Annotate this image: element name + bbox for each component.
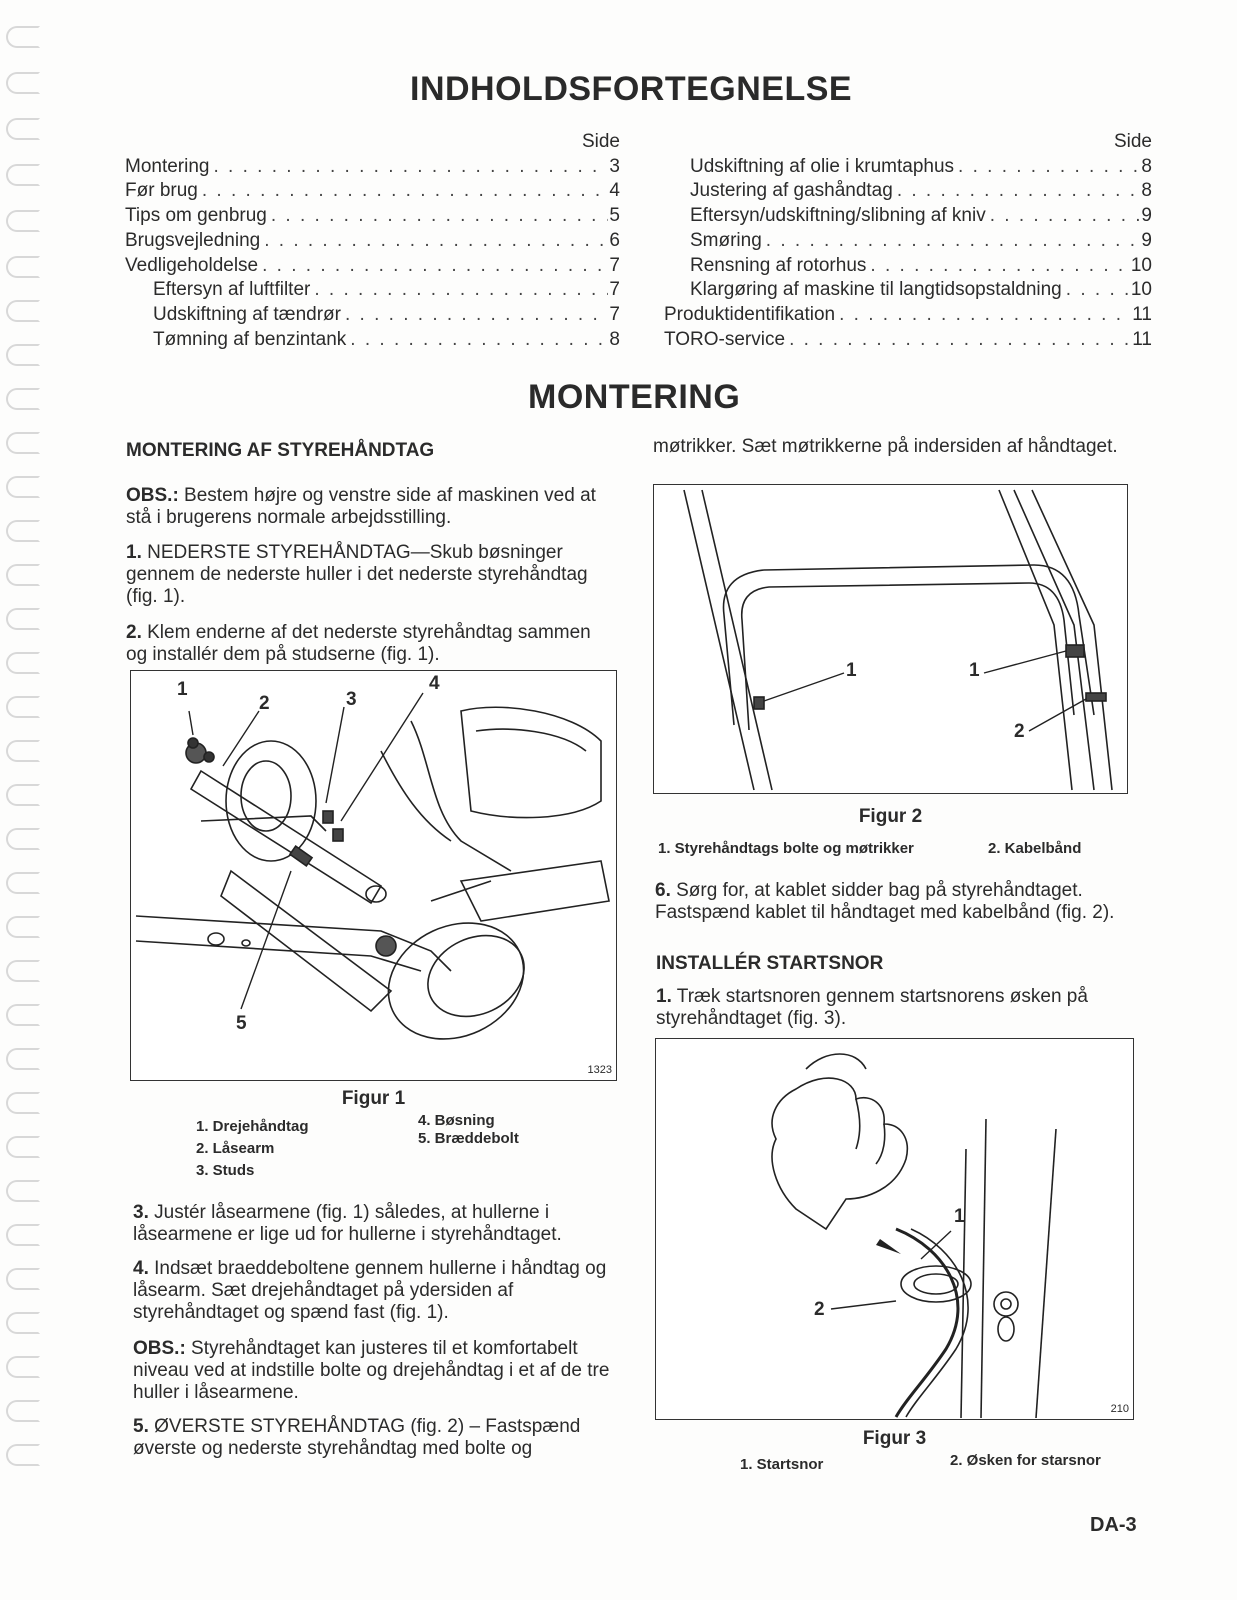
- caption-item: 3. Studs: [196, 1162, 255, 1179]
- toc-leader-dots: [260, 229, 608, 254]
- toc-entry-page: 10: [1130, 254, 1152, 276]
- toc-entry-label: Brugsvejledning: [125, 229, 261, 251]
- figure-2-illustration: [654, 485, 1126, 792]
- figure-2-title: Figur 2: [858, 806, 923, 827]
- startsnor-step-1: [656, 986, 1134, 1030]
- step-text: ØVERSTE STYREHÅNDTAG (fig. 2) – Fastspænd øverste og nederste styrehåndtag med bolte og: [133, 1416, 581, 1459]
- step-text: Sørg for, at kablet sidder bag på styrehåndtaget. Fastspænd kablet til håndtaget med kabelbånd (fig. 2).: [655, 880, 1115, 923]
- step-number: 3.: [133, 1202, 149, 1223]
- obs-note-1: [126, 485, 616, 529]
- step-1: [126, 542, 606, 608]
- toc-leader-dots: [346, 328, 608, 353]
- step-text: Klem enderne af det nederste styrehåndtag sammen og installér dem på studserne (fig. 1).: [126, 622, 591, 665]
- toc-entry-label: Eftersyn/udskiftning/slibning af kniv: [690, 205, 986, 227]
- toc-entry: [664, 278, 1152, 303]
- toc-leader-dots: [267, 204, 608, 229]
- step-number: 4.: [133, 1258, 149, 1279]
- toc-entry: [125, 254, 620, 279]
- toc-leader-dots: [198, 179, 608, 204]
- obs-text: Styrehåndtaget kan justeres til et komfortabelt niveau ved at indstille bolte og drejehåndtag i et af de tre huller i låsearmene.: [133, 1338, 610, 1403]
- step-6: [655, 880, 1135, 924]
- toc-leader-dots: [954, 155, 1140, 180]
- toc-entry: [664, 303, 1152, 328]
- fig1-code: 1323: [587, 1064, 612, 1076]
- heading-installer-startsnor: INSTALLÉR STARTSNOR: [656, 953, 884, 974]
- toc-entry: [664, 204, 1152, 229]
- toc-leader-dots: [893, 179, 1140, 204]
- caption-item: 1. Drejehåndtag: [196, 1118, 309, 1135]
- fig2-callout-1a: 1: [846, 660, 857, 681]
- step-4: [133, 1258, 613, 1324]
- toc-entry: [125, 328, 620, 353]
- fig3-code: 210: [1110, 1403, 1129, 1415]
- step-number: 1.: [126, 542, 142, 563]
- toc-entry: [125, 229, 620, 254]
- toc-entry-page: 6: [609, 229, 620, 251]
- heading-montering-styrehandtag: MONTERING AF STYREHÅNDTAG: [126, 440, 435, 461]
- toc-side-label: Side: [1113, 131, 1152, 152]
- toc-entry: [664, 328, 1152, 353]
- toc-entry-label: Justering af gashåndtag: [690, 180, 893, 202]
- toc-entry: [125, 278, 620, 303]
- toc-entry-label: Eftersyn af luftfilter: [153, 279, 311, 301]
- step-text: Indsæt braeddeboltene gennem hullerne i håndtag og låsearm. Sæt drejehåndtaget på ydersiden af styrehåndtaget og spænd fast (fig. 1).: [133, 1258, 607, 1323]
- fig1-callout-4: 4: [429, 673, 440, 694]
- figure-1-title: Figur 1: [341, 1088, 406, 1109]
- figure-3-title: Figur 3: [862, 1428, 927, 1449]
- step-5: [133, 1416, 623, 1460]
- toc-leader-dots: [258, 254, 608, 279]
- toc-entry-page: 9: [1141, 205, 1152, 227]
- obs-label: OBS.:: [133, 1338, 186, 1359]
- fig2-caption-2: 2. Kabelbånd: [988, 840, 1082, 857]
- caption-item: 4. Bøsning: [418, 1112, 495, 1129]
- caption-item: 2. Låsearm: [196, 1140, 275, 1157]
- toc-entry-label: Udskiftning af tændrør: [153, 303, 341, 325]
- fig3-callout-1: 1: [954, 1206, 965, 1227]
- step-3: [133, 1202, 613, 1246]
- step-number: 2.: [126, 622, 142, 643]
- figure-2-frame: [653, 484, 1128, 794]
- toc-entry-page: 3: [609, 155, 620, 177]
- toc-entry-page: 5: [609, 205, 620, 227]
- toc-entry: [664, 254, 1152, 279]
- toc-right: [664, 130, 1152, 352]
- toc-entry-label: Vedligeholdelse: [125, 254, 259, 276]
- toc-leader-dots: [1062, 278, 1131, 303]
- toc-entry-page: 8: [1141, 180, 1152, 202]
- fig2-caption-1: 1. Styrehåndtags bolte og møtrikker: [658, 840, 914, 857]
- toc-entry: [125, 155, 620, 180]
- toc-leader-dots: [210, 155, 609, 180]
- toc-leader-dots: [785, 328, 1132, 353]
- fig3-caption-1: 1. Startsnor: [740, 1456, 824, 1473]
- obs-note-2: [133, 1338, 613, 1404]
- toc-entry-page: 8: [609, 328, 620, 350]
- fig1-captions-right: [418, 1112, 519, 1148]
- toc-entry: [125, 303, 620, 328]
- toc-entry-label: TORO-service: [664, 328, 786, 350]
- toc-leader-dots: [986, 204, 1140, 229]
- toc-entry-label: Produktidentifikation: [664, 303, 836, 325]
- fig1-callout-5: 5: [236, 1013, 247, 1034]
- toc-entry-label: Tømning af benzintank: [153, 328, 347, 350]
- step-text: Justér låsearmene (fig. 1) således, at hullerne i låsearmene er lige ud for hullerne i styrehåndtaget.: [133, 1202, 562, 1245]
- page-number: DA-3: [1090, 1514, 1137, 1536]
- fig1-captions-left: [196, 1116, 309, 1182]
- continued-text: møtrikker. Sæt møtrikkerne på indersiden af håndtaget.: [653, 436, 1118, 457]
- toc-entry-label: Montering: [125, 155, 210, 177]
- figure-3-frame: [655, 1038, 1134, 1420]
- fig3-callout-2: 2: [814, 1299, 825, 1320]
- toc-entry-page: 9: [1141, 229, 1152, 251]
- obs-label: OBS.:: [126, 485, 179, 506]
- fig2-callout-2: 2: [1014, 721, 1025, 742]
- caption-item: 5. Bræddebolt: [418, 1130, 519, 1147]
- toc-entry: [664, 155, 1152, 180]
- toc-entry: [125, 179, 620, 204]
- toc-entry-page: 8: [1141, 155, 1152, 177]
- fig2-callout-1b: 1: [969, 660, 980, 681]
- step-text: NEDERSTE STYREHÅNDTAG—Skub bøsninger gennem de nederste huller i det nederste styrehåndtag (fig. 1).: [126, 542, 588, 607]
- step-2: [126, 622, 616, 666]
- toc-leader-dots: [341, 303, 608, 328]
- toc-entry-label: Før brug: [125, 180, 198, 202]
- fig1-callout-2: 2: [259, 693, 270, 714]
- toc-entry-page: 11: [1132, 303, 1152, 325]
- toc-entry: [664, 179, 1152, 204]
- obs-text: Bestem højre og venstre side af maskinen ved at stå i brugerens normale arbejdsstilling.: [126, 485, 596, 528]
- toc-entry-page: 7: [609, 254, 620, 276]
- toc-entry-label: Udskiftning af olie i krumtaphus: [690, 155, 955, 177]
- step-number: 6.: [655, 880, 671, 901]
- toc-entry: [125, 204, 620, 229]
- page-title: INDHOLDSFORTEGNELSE: [410, 70, 853, 108]
- toc-leader-dots: [866, 254, 1130, 279]
- section-title: MONTERING: [528, 378, 741, 416]
- toc-entry-page: 7: [609, 279, 620, 301]
- fig3-caption-2: 2. Øsken for starsnor: [950, 1452, 1101, 1469]
- toc-leader-dots: [762, 229, 1140, 254]
- toc-entry-label: Smøring: [690, 229, 762, 251]
- toc-entry-label: Tips om genbrug: [125, 205, 267, 227]
- step-text: Træk startsnoren gennem startsnorens øsken på styrehåndtaget (fig. 3).: [656, 986, 1088, 1029]
- toc-leader-dots: [835, 303, 1132, 328]
- toc-entry-page: 7: [609, 303, 620, 325]
- toc-leader-dots: [310, 278, 608, 303]
- figure-1-frame: [130, 670, 617, 1081]
- toc-entry-label: Klargøring af maskine til langtidsopstaldning: [690, 279, 1062, 301]
- toc-side-label: Side: [581, 131, 620, 152]
- toc-entry-page: 11: [1132, 328, 1152, 350]
- fig1-callout-3: 3: [346, 689, 357, 710]
- step-number: 5.: [133, 1416, 149, 1437]
- toc-left: [125, 130, 620, 352]
- toc-entry: [664, 229, 1152, 254]
- fig1-callout-1: 1: [177, 679, 188, 700]
- figure-1-illustration: [131, 671, 615, 1079]
- toc-entry-page: 10: [1130, 279, 1152, 301]
- step-number: 1.: [656, 986, 672, 1007]
- figure-3-illustration: [656, 1039, 1132, 1418]
- toc-entry-label: Rensning af rotorhus: [690, 254, 867, 276]
- toc-entry-page: 4: [609, 180, 620, 202]
